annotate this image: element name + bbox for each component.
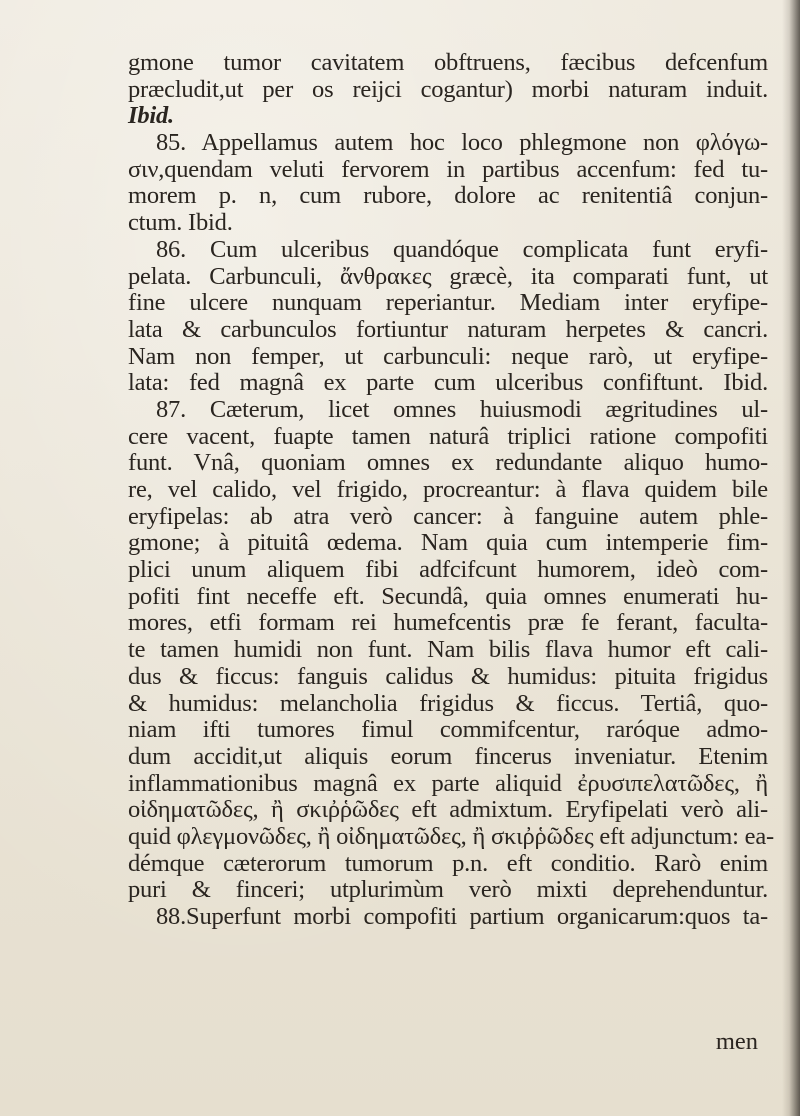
text-line: pofiti fint neceffe eft. Secundâ, quia omnes enumerati hu- (128, 582, 768, 610)
text-line: οἰδηματῶδες, ἢ σκιῤῥῶδες eft admixtum. Eryfipelati verò ali- (128, 796, 768, 824)
text-line: pelata. Carbunculi, ἄνθρακες græcè, ita comparati funt, ut (128, 262, 768, 290)
text-line: re, vel calido, vel frigido, procreantur: à flava quidem bile (128, 476, 768, 503)
text-line: 85. Appellamus autem hoc loco phlegmone non φλόγω- (156, 129, 768, 157)
text-line: & humidus: melancholia frigidus & ficcus. Tertiâ, quo- (128, 689, 768, 717)
text-line: te tamen humidi non funt. Nam bilis flava humor eft cali- (128, 636, 768, 664)
text-line: gmone; à pituitâ œdema. Nam quia cum intemperie fim- (128, 529, 768, 557)
text-line: Nam non femper, ut carbunculi: neque rarò, ut eryfipe- (128, 342, 768, 370)
text-line: morem p. n, cum rubore, dolore ac renitentiâ conjun- (128, 182, 768, 210)
text-line: 87. Cæterum, licet omnes huiusmodi ægritudines ul- (156, 395, 768, 423)
text-line: inflammationibus magnâ ex parte aliquid ἐρυσιπελατῶδες, ἢ (128, 769, 768, 797)
text-line: eryfipelas: ab atra verò cancer: à fanguine autem phle- (128, 502, 768, 530)
text-line: ctum. Ibid. (128, 209, 233, 237)
text-line: plici unum aliquem fibi adfcifcunt humorem, ideò com- (128, 556, 768, 584)
text-line: fine ulcere nunquam reperiantur. Mediam inter eryfipe- (128, 289, 768, 317)
text-line: mores, etfi formam rei humefcentis præ fe ferant, faculta- (128, 609, 768, 637)
text-line: démque cæterorum tumorum p.n. eft conditio. Rarò enim (128, 849, 768, 877)
page-binding-shadow (782, 0, 800, 1116)
text-line: lata & carbunculos fortiuntur naturam herpetes & cancri. (128, 315, 768, 343)
catchword: men (715, 1028, 758, 1055)
text-line: puri & finceri; utplurimùm verò mixti deprehenduntur. (128, 876, 768, 904)
text-line: Ibid. (128, 102, 174, 130)
text-line: lata: fed magnâ ex parte cum ulceribus confiftunt. Ibid. (128, 369, 768, 397)
text-line: quid φλεγμονῶδες, ἢ οἰδηματῶδες, ἢ σκιῤῥῶδες eft adjunctum: ea- (128, 822, 774, 850)
text-line: dum accidit,ut aliquis eorum fincerus inveniatur. Etenim (128, 742, 768, 770)
text-line: niam ifti tumores fimul commifcentur, raróque admo- (128, 716, 768, 744)
text-line: 88.Superfunt morbi compofiti partium organicarum:quos ta- (156, 903, 768, 930)
text-line: cere vacent, fuapte tamen naturâ triplici ratione compofiti (128, 422, 768, 450)
text-line: gmone tumor cavitatem obftruens, fæcibus defcenfum (128, 49, 768, 76)
text-line: σιν,quendam veluti fervorem in partibus accenfum: fed tu- (128, 155, 768, 183)
text-line: funt. Vnâ, quoniam omnes ex redundante aliquo humo- (128, 449, 768, 477)
body-text (128, 49, 774, 931)
text-line: præcludit,ut per os reijci cogantur) morbi naturam induit. (128, 75, 768, 103)
text-line: 86. Cum ulceribus quandóque complicata funt eryfi- (156, 235, 768, 263)
text-line: dus & ficcus: fanguis calidus & humidus: pituita frigidus (128, 662, 768, 690)
